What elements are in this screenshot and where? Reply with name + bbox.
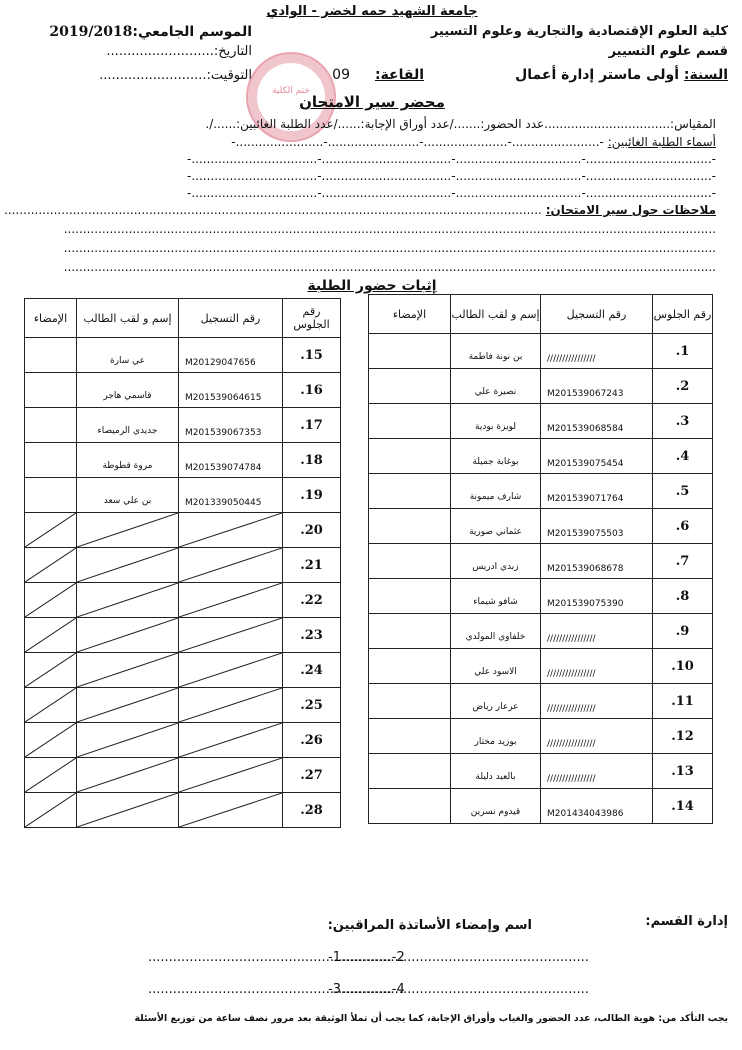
- student-name: خلفاوي المولدي: [465, 632, 526, 642]
- signature-cell: [369, 614, 451, 649]
- cross-out-mark: [179, 723, 282, 757]
- registration-header: رقم التسجيل: [179, 299, 283, 338]
- seat-number: .20: [283, 513, 341, 548]
- student-name-cell: [77, 548, 179, 583]
- signature-cell: [369, 509, 451, 544]
- student-name-cell: [77, 408, 179, 443]
- notes-line: [4, 203, 716, 217]
- registration-number: M201539067243: [547, 389, 624, 399]
- room-label: القاعة:: [374, 67, 424, 83]
- student-name: قيدوم نسرين: [470, 807, 521, 817]
- table-row: [25, 443, 341, 478]
- registration-cell: [179, 478, 283, 513]
- student-name-cell: [77, 793, 179, 828]
- table-row: [369, 439, 713, 474]
- signature-cell: [25, 653, 77, 688]
- registration-cell: [179, 723, 283, 758]
- student-name: قاسمي هاجر: [103, 391, 152, 401]
- signature-cell: [25, 793, 77, 828]
- registration-cell: [541, 404, 653, 439]
- footer-note: يجب التأكد من: هوية الطالب، عدد الحضور والغياب وأوراق الإجابة، كما يجب أن تملأ الوثيقة بعد مرور نصف ساعة من توزيع الأسئلة: [134, 1013, 728, 1024]
- registration-number: ////////////////: [547, 669, 596, 679]
- registration-cell: [179, 548, 283, 583]
- student-name-cell: [451, 369, 541, 404]
- cross-out-mark: [77, 583, 178, 617]
- signature-cell: [25, 478, 77, 513]
- seat-number: .27: [283, 758, 341, 793]
- student-name: شارف ميمونة: [469, 492, 522, 502]
- registration-cell: [541, 684, 653, 719]
- signature-cell: [369, 334, 451, 369]
- cross-out-mark: [25, 758, 76, 792]
- academic-season: [49, 24, 252, 40]
- registration-cell: [179, 583, 283, 618]
- registration-cell: [541, 754, 653, 789]
- table-row: [369, 579, 713, 614]
- student-name-cell: [451, 579, 541, 614]
- registration-cell: [179, 653, 283, 688]
- table-row: [25, 583, 341, 618]
- notes-dots-2: ...........................................................................................................................................................................: [63, 222, 716, 236]
- signature-header: الإمضاء: [25, 299, 77, 338]
- seat-header: رقم الجلوس: [653, 295, 713, 334]
- registration-header: رقم التسجيل: [541, 295, 653, 334]
- signature-cell: [25, 723, 77, 758]
- absent-dots-1: -.......................-......................-........................-.......................-: [231, 135, 604, 149]
- seat-number: .1: [653, 334, 713, 369]
- year-label: السنة:: [683, 67, 728, 83]
- student-name-cell: [451, 474, 541, 509]
- cross-out-mark: [25, 618, 76, 652]
- seat-header: رقم الجلوس: [283, 299, 341, 338]
- cross-out-mark: [77, 548, 178, 582]
- seat-number: .24: [283, 653, 341, 688]
- student-name: بالعيد دليلة: [475, 772, 516, 782]
- registration-cell: [179, 443, 283, 478]
- table-row: [369, 789, 713, 824]
- seat-number: .8: [653, 579, 713, 614]
- signature-cell: [369, 789, 451, 824]
- registration-cell: [541, 649, 653, 684]
- table-row: [25, 478, 341, 513]
- cross-out-mark: [179, 758, 282, 792]
- table-row: [369, 719, 713, 754]
- year-line: [515, 67, 728, 83]
- proctor-line-4: ...........................................................-4: [148, 982, 405, 997]
- seat-number: .14: [653, 789, 713, 824]
- registration-number: M201434043986: [547, 809, 624, 819]
- proctor-line-2: ...........................................................-2: [148, 950, 405, 965]
- registration-cell: [541, 789, 653, 824]
- student-name: الاسود علي: [474, 667, 517, 677]
- cross-out-mark: [25, 583, 76, 617]
- student-name-cell: [451, 789, 541, 824]
- table-row: [25, 723, 341, 758]
- student-name: بن نونة فاطمة: [468, 352, 523, 362]
- department-name: قسم علوم التسيير: [608, 44, 728, 59]
- signature-cell: [25, 688, 77, 723]
- student-name-cell: [77, 373, 179, 408]
- registration-number: ////////////////: [547, 704, 596, 714]
- proctors-label: اسم وإمضاء الأساتذة المراقبين:: [327, 918, 532, 933]
- seat-number: .13: [653, 754, 713, 789]
- registration-cell: [541, 614, 653, 649]
- seat-number: .28: [283, 793, 341, 828]
- registration-cell: [179, 338, 283, 373]
- table-row: [369, 544, 713, 579]
- seat-number: .2: [653, 369, 713, 404]
- table-row: [25, 373, 341, 408]
- student-name: عي سارة: [109, 356, 146, 366]
- signature-cell: [25, 373, 77, 408]
- signature-cell: [369, 579, 451, 614]
- student-name-cell: [451, 509, 541, 544]
- seat-number: .23: [283, 618, 341, 653]
- table-row: [25, 793, 341, 828]
- seat-number: .25: [283, 688, 341, 723]
- registration-cell: [179, 408, 283, 443]
- registration-number: M201539075503: [547, 529, 624, 539]
- registration-cell: [541, 719, 653, 754]
- seat-number: .10: [653, 649, 713, 684]
- student-name-cell: [451, 544, 541, 579]
- signature-cell: [369, 649, 451, 684]
- student-name-cell: [77, 478, 179, 513]
- signature-cell: [369, 684, 451, 719]
- faculty-name: كلية العلوم الإقتصادية والتجارية وعلوم التسيير: [430, 24, 728, 39]
- signature-cell: [369, 474, 451, 509]
- seat-number: .19: [283, 478, 341, 513]
- seat-number: .3: [653, 404, 713, 439]
- cross-out-mark: [179, 583, 282, 617]
- seat-number: .17: [283, 408, 341, 443]
- date-field: التاريخ:..........................: [106, 44, 252, 59]
- signature-cell: [369, 404, 451, 439]
- cross-out-mark: [25, 548, 76, 582]
- student-name-cell: [77, 443, 179, 478]
- seat-number: .11: [653, 684, 713, 719]
- seat-number: .4: [653, 439, 713, 474]
- cross-out-mark: [77, 688, 178, 722]
- exam-details-line: المقياس:.................................عدد الحضور:......./عدد أوراق الإجابة:....../عدد الطلبة الغائبين:....../.: [205, 117, 716, 131]
- registration-number: M20129047656: [185, 358, 256, 368]
- report-title: محضر سير الامتحان: [299, 93, 445, 111]
- university-name: جامعة الشهيد حمه لخضر - الوادي: [266, 4, 478, 19]
- table-row: [25, 618, 341, 653]
- notes-label: ملاحظات حول سير الامتحان:: [545, 203, 716, 217]
- table-row: [369, 474, 713, 509]
- student-name: بوزيد مختار: [474, 737, 517, 747]
- name-header: إسم و لقب الطالب: [451, 295, 541, 334]
- table-row: [25, 548, 341, 583]
- signature-cell: [25, 618, 77, 653]
- absent-dots-2: -.................................-.................................-..................................-.................................-: [187, 152, 716, 166]
- seat-number: .12: [653, 719, 713, 754]
- cross-out-mark: [179, 793, 282, 827]
- seat-number: .16: [283, 373, 341, 408]
- seat-number: .9: [653, 614, 713, 649]
- signature-cell: [369, 439, 451, 474]
- registration-cell: [179, 618, 283, 653]
- registration-number: M201539067353: [185, 428, 262, 438]
- student-name: جديدي الرميصاء: [97, 426, 158, 436]
- cross-out-mark: [77, 723, 178, 757]
- table-row: [369, 754, 713, 789]
- student-name-cell: [77, 513, 179, 548]
- registration-cell: [541, 544, 653, 579]
- seat-number: .7: [653, 544, 713, 579]
- registration-cell: [541, 579, 653, 614]
- absent-students-line: [231, 135, 716, 149]
- seat-number: .18: [283, 443, 341, 478]
- table-row: [25, 338, 341, 373]
- cross-out-mark: [77, 513, 178, 547]
- cross-out-mark: [77, 793, 178, 827]
- seat-number: .21: [283, 548, 341, 583]
- registration-number: ////////////////: [547, 774, 596, 784]
- table-row: [25, 688, 341, 723]
- table-row: [25, 513, 341, 548]
- signature-cell: [369, 369, 451, 404]
- cross-out-mark: [77, 618, 178, 652]
- cross-out-mark: [179, 548, 282, 582]
- seat-number: .22: [283, 583, 341, 618]
- registration-number: M201339050445: [185, 498, 262, 508]
- table-row: [369, 369, 713, 404]
- student-name: نصيرة علي: [474, 387, 517, 397]
- student-name-cell: [77, 723, 179, 758]
- registration-number: M201539075454: [547, 459, 624, 469]
- student-name: شافو شيماء: [473, 597, 518, 607]
- signature-cell: [25, 338, 77, 373]
- signature-cell: [25, 408, 77, 443]
- student-name-cell: [77, 583, 179, 618]
- student-name: بن علي سعد: [103, 496, 152, 506]
- signature-header: الإمضاء: [369, 295, 451, 334]
- registration-cell: [541, 369, 653, 404]
- registration-number: ////////////////: [547, 739, 596, 749]
- signature-cell: [369, 544, 451, 579]
- student-name-cell: [451, 334, 541, 369]
- cross-out-mark: [77, 653, 178, 687]
- student-name-cell: [77, 758, 179, 793]
- proctor-line-3: -3............................................................: [328, 982, 589, 997]
- season-value: 2019/2018: [49, 24, 133, 40]
- student-name: عثماني صورية: [469, 527, 522, 537]
- seat-number: .6: [653, 509, 713, 544]
- proctor-line-1: -1............................................................: [328, 950, 589, 965]
- registration-number: ////////////////: [547, 354, 596, 364]
- registration-number: M201539068678: [547, 564, 624, 574]
- table-row: [25, 408, 341, 443]
- student-name-cell: [451, 754, 541, 789]
- cross-out-mark: [179, 513, 282, 547]
- registration-cell: [541, 439, 653, 474]
- student-name-cell: [77, 618, 179, 653]
- cross-out-mark: [77, 758, 178, 792]
- student-name-cell: [77, 653, 179, 688]
- cross-out-mark: [25, 723, 76, 757]
- cross-out-mark: [179, 688, 282, 722]
- table-row: [369, 649, 713, 684]
- student-name-cell: [77, 688, 179, 723]
- cross-out-mark: [179, 653, 282, 687]
- registration-number: M201539071764: [547, 494, 624, 504]
- stamp-text: ختم الكلية: [272, 86, 310, 96]
- department-admin-label: إدارة القسم:: [645, 914, 728, 929]
- season-label: الموسم الجامعي:: [132, 24, 252, 40]
- cross-out-mark: [25, 688, 76, 722]
- student-name: زبدي ادريس: [472, 562, 519, 572]
- student-name: عرعار رياض: [472, 702, 519, 712]
- absent-label: أسماء الطلبة الغائبين:: [607, 135, 716, 149]
- student-name-cell: [451, 614, 541, 649]
- registration-number: M201539074784: [185, 463, 262, 473]
- student-name-cell: [451, 439, 541, 474]
- table-row: [369, 334, 713, 369]
- student-name-cell: [451, 404, 541, 439]
- registration-cell: [541, 474, 653, 509]
- registration-cell: [179, 793, 283, 828]
- attendance-table-left: [24, 298, 341, 828]
- seat-number: .15: [283, 338, 341, 373]
- cross-out-mark: [25, 653, 76, 687]
- name-header: إسم و لقب الطالب: [77, 299, 179, 338]
- attendance-table-right: [368, 294, 713, 824]
- notes-dots-4: ...........................................................................................................................................................................: [63, 260, 716, 274]
- year-value: أولى ماستر إدارة أعمال: [515, 67, 680, 83]
- student-name-cell: [451, 649, 541, 684]
- table-row: [369, 684, 713, 719]
- table-row: [25, 653, 341, 688]
- table-row: [25, 758, 341, 793]
- registration-cell: [541, 509, 653, 544]
- student-name: بوغابة جميلة: [472, 457, 519, 467]
- signature-cell: [25, 583, 77, 618]
- absent-dots-4: -.................................-.................................-..................................-.................................-: [187, 186, 716, 200]
- registration-number: M201539064615: [185, 393, 262, 403]
- cross-out-mark: [25, 793, 76, 827]
- notes-dots-1: .............................................................................................................................................: [4, 203, 542, 217]
- student-name: لويزة بودية: [475, 422, 516, 432]
- table-row: [369, 509, 713, 544]
- signature-cell: [25, 443, 77, 478]
- time-field: التوقيت:..........................: [99, 68, 252, 83]
- registration-number: ////////////////: [547, 634, 596, 644]
- cross-out-mark: [25, 513, 76, 547]
- notes-dots-3: ...........................................................................................................................................................................: [63, 241, 716, 255]
- table-row: [369, 614, 713, 649]
- attendance-title: إثبات حضور الطلبة: [307, 278, 437, 294]
- cross-out-mark: [179, 618, 282, 652]
- seat-number: .5: [653, 474, 713, 509]
- signature-cell: [25, 548, 77, 583]
- registration-number: M201539075390: [547, 599, 624, 609]
- room-value: 09: [332, 67, 350, 83]
- signature-cell: [369, 754, 451, 789]
- table-row: [369, 404, 713, 439]
- student-name-cell: [451, 719, 541, 754]
- seat-number: .26: [283, 723, 341, 758]
- student-name-cell: [451, 684, 541, 719]
- registration-cell: [179, 513, 283, 548]
- registration-number: M201539068584: [547, 424, 624, 434]
- student-name-cell: [77, 338, 179, 373]
- absent-dots-3: -.................................-.................................-..................................-.................................-: [187, 169, 716, 183]
- signature-cell: [25, 513, 77, 548]
- registration-cell: [179, 373, 283, 408]
- student-name: مروة قطوطة: [102, 461, 153, 471]
- signature-cell: [25, 758, 77, 793]
- registration-cell: [179, 688, 283, 723]
- registration-cell: [179, 758, 283, 793]
- signature-cell: [369, 719, 451, 754]
- registration-cell: [541, 334, 653, 369]
